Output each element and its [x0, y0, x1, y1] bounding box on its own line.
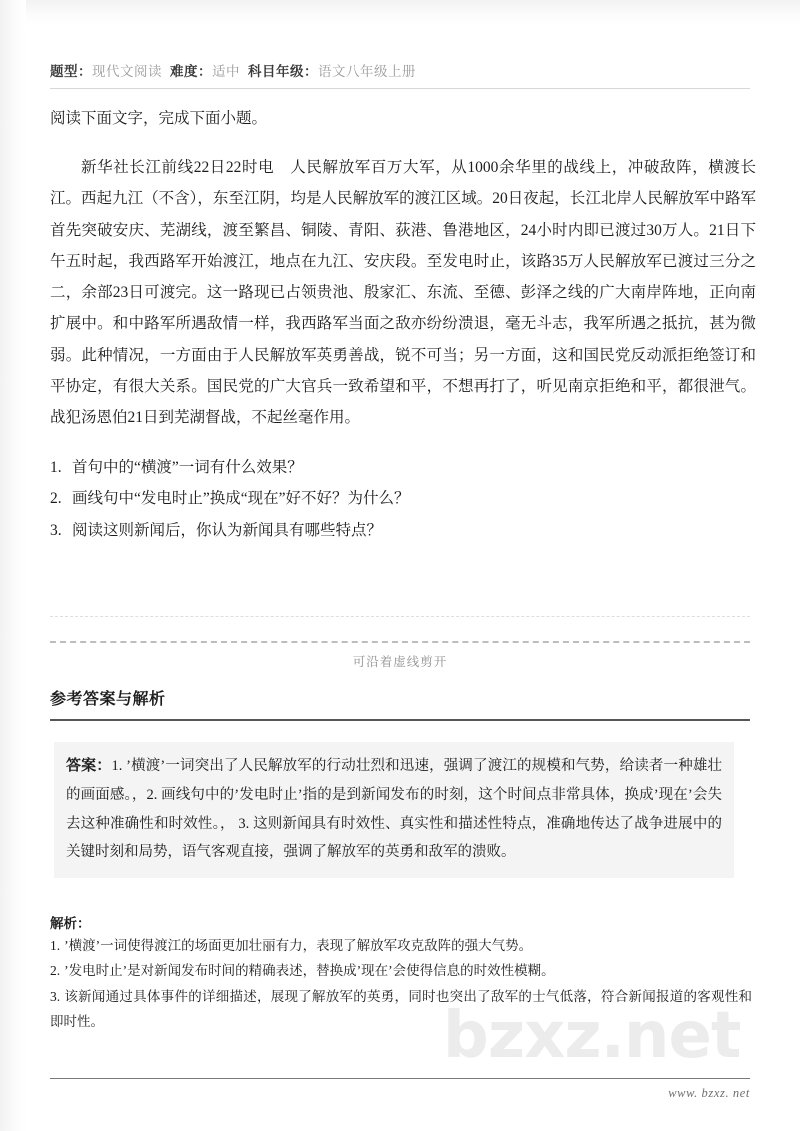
- header-divider: [50, 88, 750, 89]
- instruction-line: 阅读下面文字，完成下面小题。: [50, 110, 268, 127]
- meta-difficulty-label: 难度：: [170, 64, 212, 79]
- answer-section-divider: [50, 719, 750, 721]
- cut-dashed-line-lower: [50, 641, 750, 643]
- footer-divider: [50, 1078, 750, 1079]
- answer-section-heading: 参考答案与解析: [50, 691, 166, 708]
- question-list: [50, 452, 750, 546]
- analysis-text: 该新闻通过具体事件的详细描述，展现了解放军的英勇，同时也突出了敌军的士气低落，符合新闻报道的客观性和即时性。: [50, 988, 752, 1030]
- question-text: 画线句中“发电时止”换成“现在”好不好？为什么？: [72, 490, 410, 508]
- reading-passage: 新华社长江前线22日22时电 人民解放军百万大军，从1000余华里的战线上，冲破敌阵，横渡长江。西起九江（不含），东至江阴，均是人民解放军的渡江区域。20日夜起，长江北岸人民解放军中路军首先突破安庆、芜湖线，渡至繁昌、铜陵、青阳、荻港、鲁港地区，24小时内即已渡过30万人。21日下午五时起，我西路军开始渡江，地点在九江、安庆段。至发电时止，该路35万人民解放军已渡过三分之二，余部23日可渡完。这一路现已占领贵池、殷家汇、东流、至德、彭泽之线的广大南岸阵地，正向南扩展中。和中路军所遇敌情一样，我西路军当面之敌亦纷纷溃退，毫无斗志，我军所遇之抵抗，甚为微弱。此种情况，一方面由于人民解放军英勇善战，锐不可当；另一方面，这和国民党反动派拒绝签订和平协定，有很大关系。国民党的广大官兵一致希望和平，不想再打了，听见南京拒绝和平，都很泄气。战犯汤恩伯21日到芜湖督战，不起丝毫作用。: [50, 159, 756, 427]
- analysis-item: [50, 958, 752, 983]
- analysis-text: ’横渡’一词使得渡江的场面更加壮丽有力，表现了解放军攻克敌阵的强大气势。: [64, 938, 533, 953]
- meta-subject-label: 科目年级：: [248, 64, 318, 79]
- analysis-item: [50, 933, 752, 958]
- analysis-item: [50, 984, 752, 1035]
- question-item: [50, 515, 750, 546]
- watermark: bzxz.net: [443, 999, 741, 1073]
- analysis-number: 1.: [50, 938, 61, 953]
- question-number: 1.: [50, 459, 62, 476]
- meta-subject-value: 语文八年级上册: [318, 64, 416, 79]
- page-edge-shadow-left: [0, 0, 26, 1131]
- question-text: 阅读这则新闻后，你认为新闻具有哪些特点？: [72, 521, 383, 539]
- meta-type-label: 题型：: [50, 64, 92, 79]
- analysis-number: 3.: [50, 988, 61, 1004]
- document-meta-header: [50, 60, 750, 80]
- footer-url: www. bzxz. net: [668, 1086, 750, 1100]
- meta-type-value: 现代文阅读: [92, 64, 162, 79]
- cut-dashed-line-upper: [50, 616, 750, 617]
- page-content: [50, 0, 756, 1131]
- meta-difficulty-value: 适中: [212, 64, 240, 79]
- question-text: 首句中的“横渡”一词有什么效果？: [72, 459, 303, 476]
- answer-text: 1. ’横渡’一词突出了人民解放军的行动壮烈和迅速，强调了渡江的规模和气势，给读者一种雄壮的画面感。，2. 画线句中的’发电时止’指的是到新闻发布的时刻，这个时间点非常具体，换成’现在’会失去这种准确性和时效性。， 3. 这则新闻具有时效性、真实性和描述性特点，准确地传达了战争进展中的关键时刻和局势，语气客观直接，强调了解放军的英勇和敌军的溃败。: [66, 758, 722, 860]
- analysis-number: 2.: [50, 963, 61, 979]
- analysis-list: [50, 933, 752, 1035]
- answer-label: 答案：: [66, 758, 112, 774]
- analysis-label: 解析：: [50, 916, 91, 931]
- question-item: [50, 452, 750, 483]
- answer-box: [54, 742, 734, 878]
- analysis-text: ’发电时止’是对新闻发布时间的精确表述，替换成’现在’会使得信息的时效性模糊。: [64, 963, 555, 979]
- question-number: 3.: [50, 521, 62, 539]
- question-item: [50, 483, 750, 514]
- cut-instruction-label: 可沿着虚线剪开: [352, 655, 448, 669]
- question-number: 2.: [50, 490, 62, 508]
